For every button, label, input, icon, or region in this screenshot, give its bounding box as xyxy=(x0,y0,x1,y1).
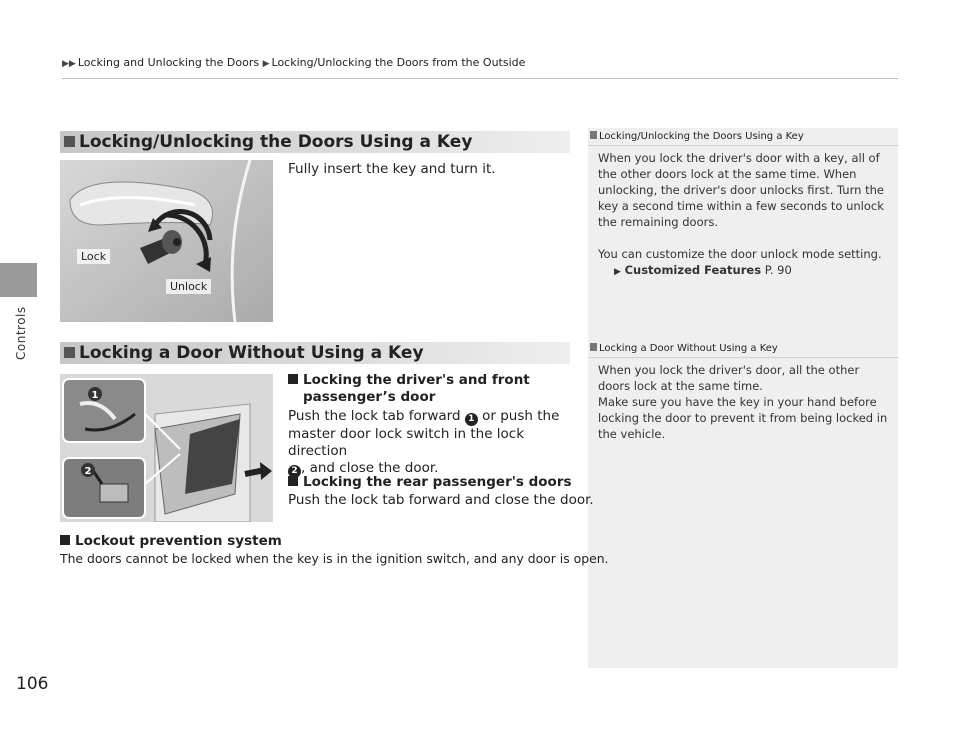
bullet-square-icon xyxy=(288,374,298,384)
section1-header xyxy=(60,131,570,153)
lock-label: Lock xyxy=(77,249,110,264)
figure-marker-2: 2 xyxy=(84,466,92,477)
section2-title: Locking a Door Without Using a Key xyxy=(79,343,424,363)
note-marker-icon xyxy=(590,343,597,351)
note1-rule xyxy=(588,145,898,146)
breadcrumb-arrow-icon: ▶▶ xyxy=(62,59,76,69)
note2-body: When you lock the driver's door, all the other doors lock at the same time. Make sure you have the key in your hand before locking the door to prevent it from being locked in the vehicle. xyxy=(598,363,888,441)
breadcrumb-arrow-icon: ▶ xyxy=(262,59,270,69)
note2-rule xyxy=(588,357,898,358)
bullet-square-icon xyxy=(288,476,298,486)
header-rule xyxy=(62,78,898,79)
note1-heading[interactable]: Locking/Unlocking the Doors Using a Key xyxy=(590,131,804,142)
marker-2-icon: 2 xyxy=(288,465,301,478)
sub2-text: Push the lock tab forward and close the door. xyxy=(288,492,594,508)
key-turn-drawing xyxy=(60,160,273,322)
page-number: 106 xyxy=(16,674,49,694)
sub2-heading: Locking the rear passenger's doors xyxy=(288,474,572,491)
marker-1-icon: 1 xyxy=(465,413,478,426)
key-lock-illustration xyxy=(60,160,273,322)
note1-para1: When you lock the driver's door with a key, all of the other doors lock at the same time. When unlocking, the driver's door unlocks first. Turn the key a second time within a few seconds to unlock the remaining doors. xyxy=(598,151,884,229)
sub3-heading: Lockout prevention system xyxy=(60,533,282,550)
section1-instruction: Fully insert the key and turn it. xyxy=(288,161,496,177)
section-square-icon xyxy=(64,347,75,358)
sub3-text: The doors cannot be locked when the key is in the ignition switch, and any door is open. xyxy=(60,551,609,566)
side-tab-marker xyxy=(0,263,37,297)
bullet-square-icon xyxy=(60,535,70,545)
door-lock-drawing xyxy=(60,374,273,522)
lock-tab-illustration xyxy=(60,374,273,522)
section2-header xyxy=(60,342,570,364)
note1-reference-link[interactable]: ▶ Customized Features P. 90 xyxy=(614,263,792,277)
sub1-text: Push the lock tab forward 1 or push the master door lock switch in the lock direction 2 , and close the door. xyxy=(288,408,560,476)
breadcrumb-part1[interactable]: Locking and Unlocking the Doors xyxy=(77,56,260,69)
note2-heading[interactable]: Locking a Door Without Using a Key xyxy=(590,343,778,354)
section1-title: Locking/Unlocking the Doors Using a Key xyxy=(79,132,473,152)
unlock-label: Unlock xyxy=(166,279,211,294)
note-marker-icon xyxy=(590,131,597,139)
breadcrumb xyxy=(62,56,525,69)
reference-arrow-icon: ▶ xyxy=(614,267,621,277)
section-square-icon xyxy=(64,136,75,147)
figure-marker-1: 1 xyxy=(91,390,99,401)
sub1-heading: Locking the driver's and front passenger’s door xyxy=(288,372,530,406)
breadcrumb-part2[interactable]: Locking/Unlocking the Doors from the Outside xyxy=(271,56,526,69)
note1-para2: You can customize the door unlock mode setting. xyxy=(598,247,882,261)
side-tab-label: Controls xyxy=(14,306,28,360)
